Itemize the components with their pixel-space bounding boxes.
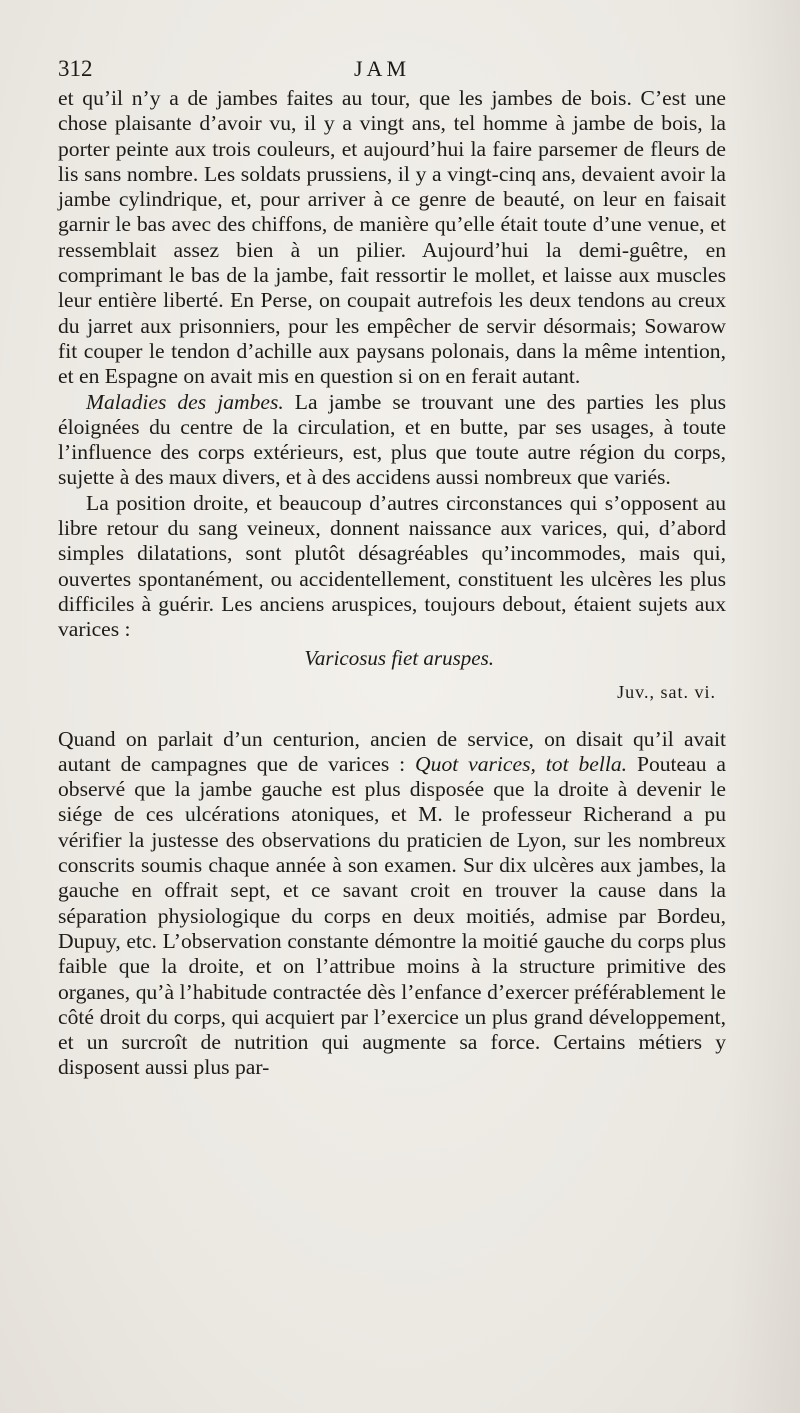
paragraph-2 [58, 390, 726, 491]
paragraph-4-text-a: Quand on parlait d’un centurion, ancien de service, on disait qu’il avait autant de campagnes que de varices : [58, 726, 726, 776]
latin-phrase: Quot varices, tot bella. [415, 751, 628, 776]
paragraph-2-text: La jambe se trouvant une des parties les plus éloignées du centre de la circulation, et en butte, par ses usages, à toute l’influence des corps extérieurs, est, plus que toute autre région du corps, sujette à des maux divers, et à des accidens aussi nombreux que variés. [58, 389, 726, 490]
body-text [58, 86, 726, 1081]
running-head: JAM [354, 56, 411, 81]
paragraph-1: et qu’il n’y a de jambes faites au tour, que les jambes de bois. C’est une chose plaisante d’avoir vu, il y a vingt ans, tel homme à jambe de bois, la porter peinte aux trois couleurs, et aujourd’hui la faire parsemer de fleurs de lis sans nombre. Les soldats prussiens, il y a vingt-cinq ans, devaient avoir la jambe cylindrique, et, pour arriver à ce genre de beauté, on leur en faisait garnir le bas avec des chiffons, de manière qu’elle était toute d’une venue, et ressemblait assez bien à un pilier. Aujourd’hui la demi-guêtre, en comprimant le bas de la jambe, fait ressortir le mollet, et laisse aux muscles leur entière liberté. En Perse, on coupait autrefois les deux tendons au creux du jarret aux prisonniers, pour les empêcher de servir désormais; Sowarow fit couper le tendon d’achille aux paysans polonais, dans la même intention, et en Espagne on avait mis en question si on en ferait autant. [58, 86, 726, 389]
page-number: 312 [58, 56, 93, 81]
paragraph-4-text-b: Pouteau a observé que la jambe gauche est plus disposée que la droite à devenir le siége de ces ulcérations atoniques, et M. le professeur Richerand a pu vérifier la justesse des observations du praticien de Lyon, sur les nombreux conscrits soumis chaque année à son examen. Sur dix ulcères aux jambes, la gauche en offrait sept, et ce savant croit en trouver la cause dans la séparation physiologique du corps en deux moitiés, admise par Bordeu, Dupuy, etc. L’observation constante démontre la moitié gauche du corps plus faible que la droite, et on l’attribue moins à la structure primitive des organes, qu’à l’habitude contractée dès l’enfance d’exercer préférablement le côté droit du corps, qui acquiert par l’exercice un plus grand développement, et un surcroît de nutrition qui augmente sa force. Certains métiers y disposent aussi plus par- [58, 751, 727, 1080]
quote-citation: Juv., sat. vi. [617, 681, 716, 702]
section-heading: Maladies des jambes. [86, 389, 284, 414]
page-edge-shadow [730, 0, 800, 1413]
latin-quote: Varicosus fiet aruspes. [304, 645, 494, 670]
paragraph-4 [58, 727, 726, 1081]
page-header [58, 56, 718, 86]
paragraph-3: La position droite, et beaucoup d’autres circonstances qui s’opposent au libre retour du sang veineux, donnent naissance aux varices, qui, d’abord simples dilatations, sont plutôt désagréables qu’incommodes, mais qui, ouvertes spontanément, ou accidentellement, constituent les ulcères les plus difficiles à guérir. Les anciens aruspices, toujours debout, étaient sujets aux varices : [58, 490, 726, 642]
